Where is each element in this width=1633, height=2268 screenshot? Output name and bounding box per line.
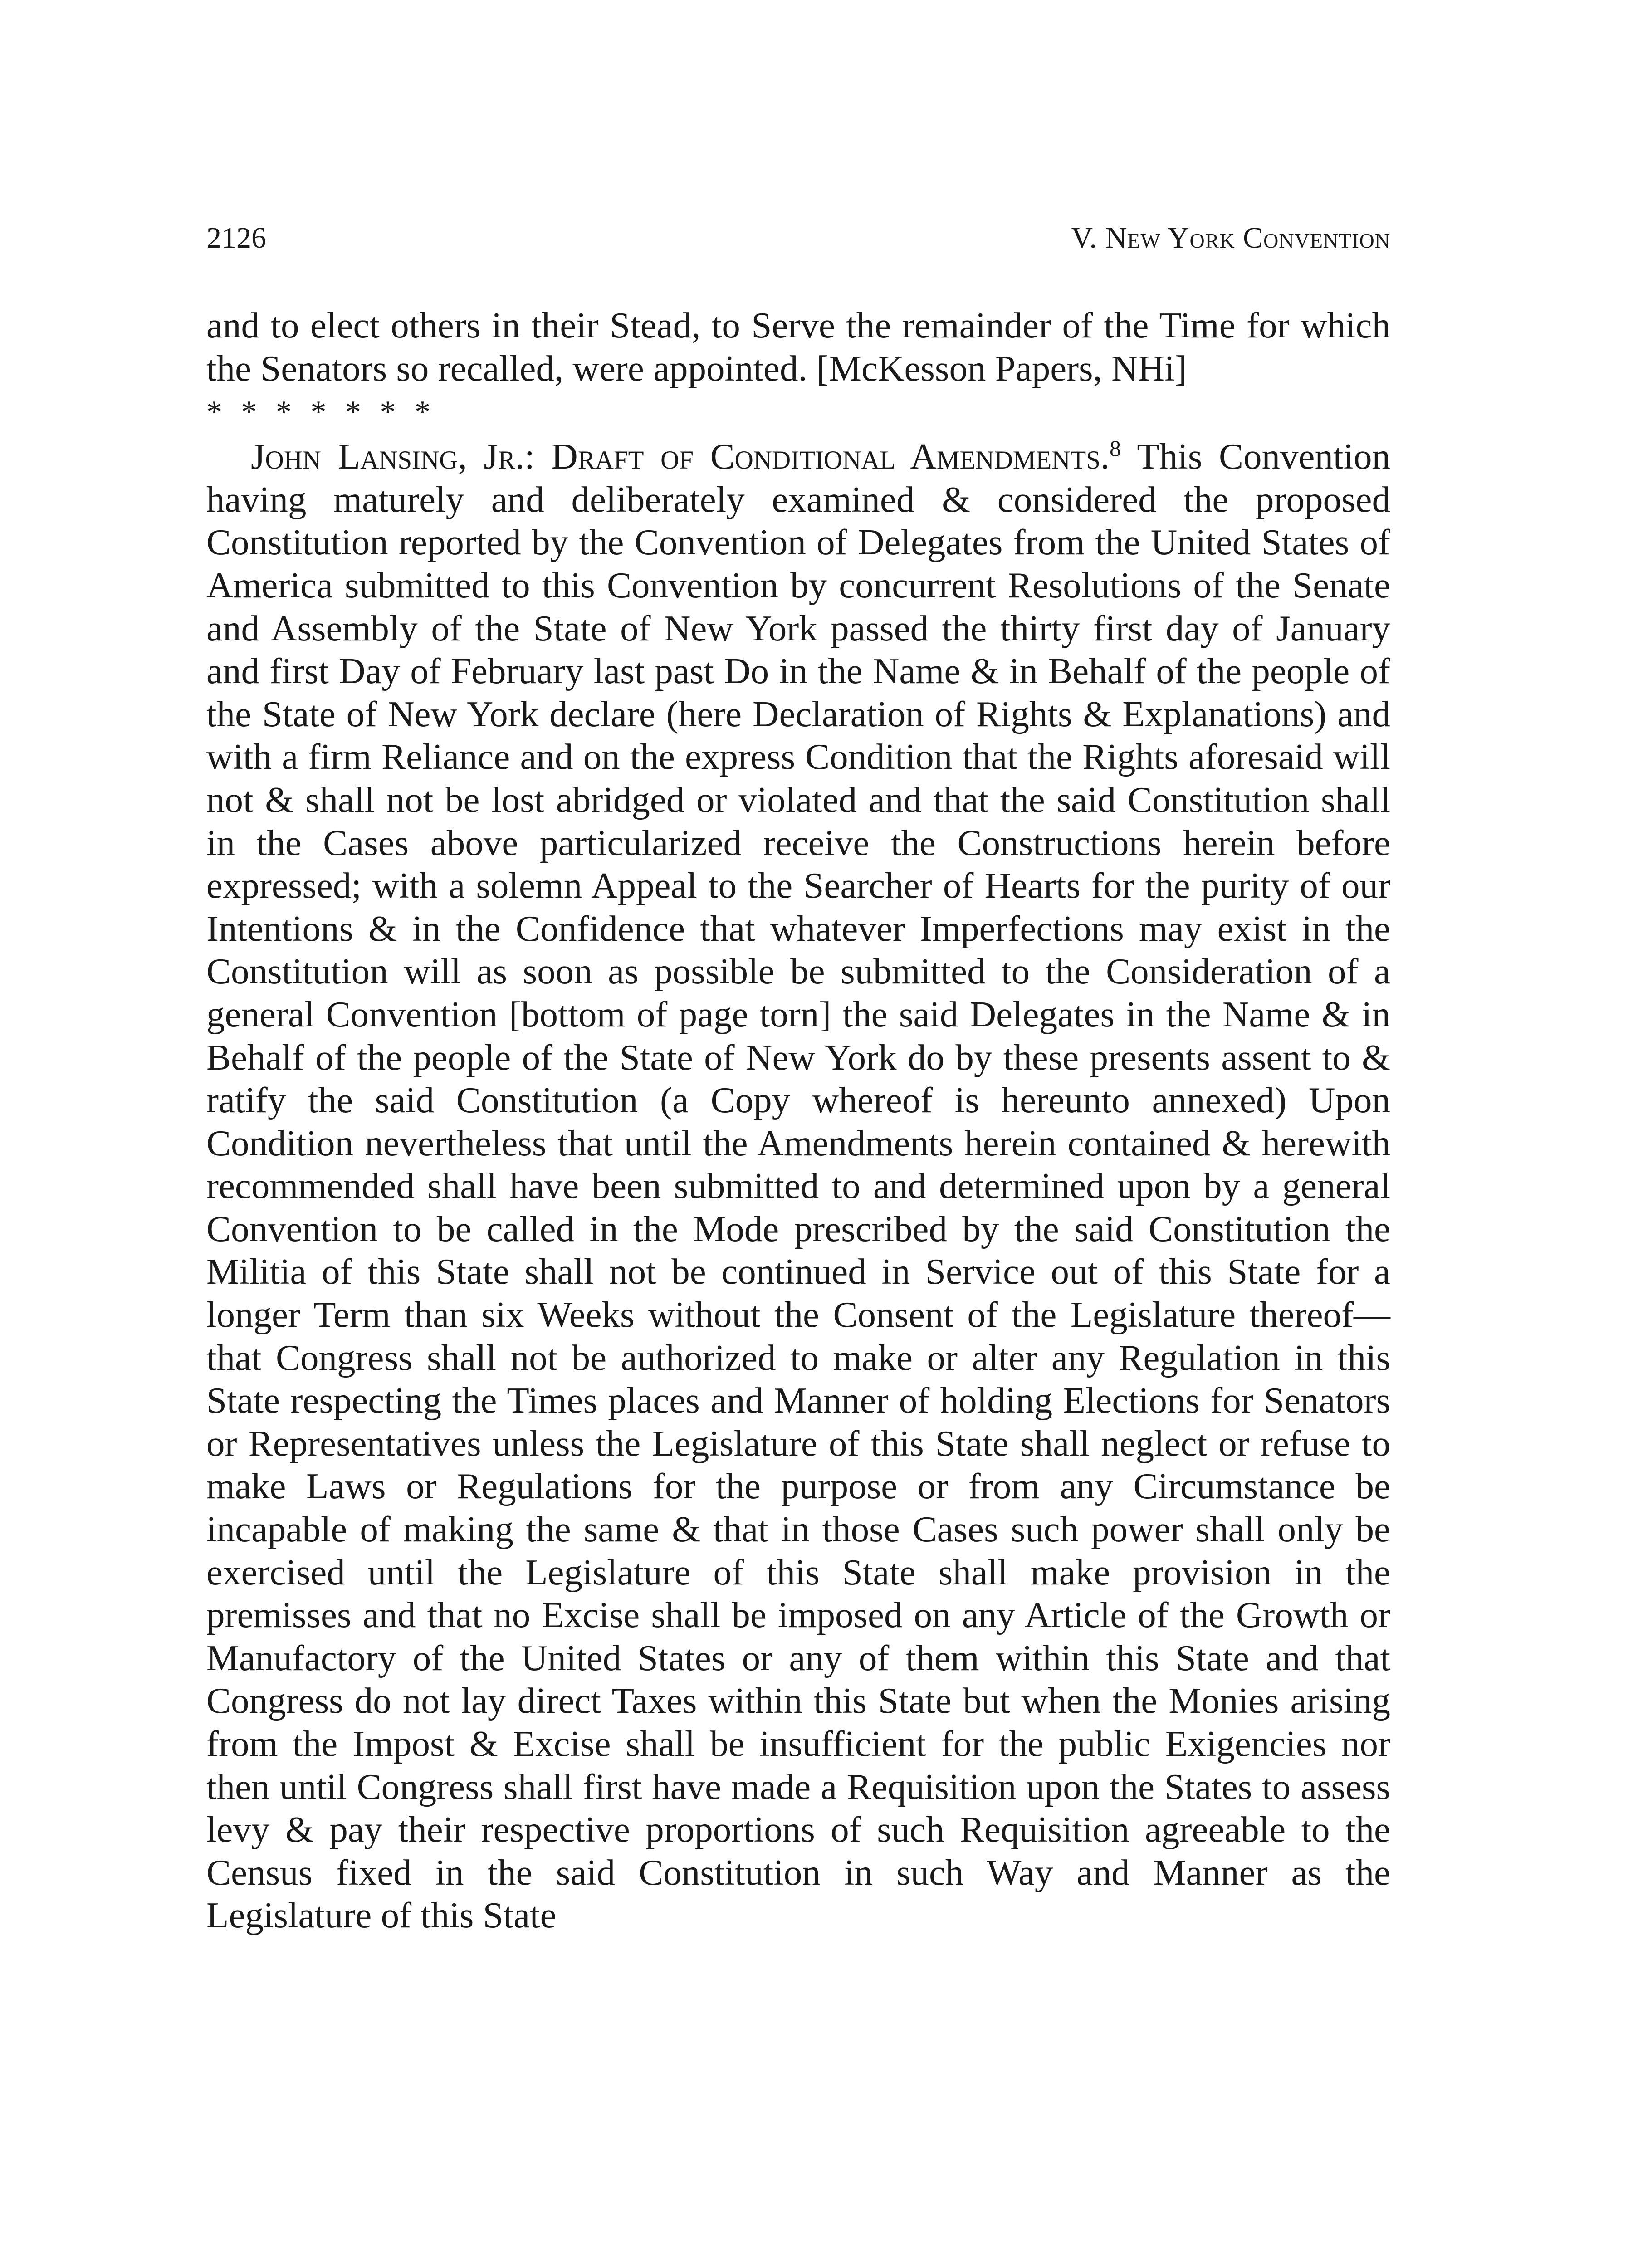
section-heading: John Lansing, Jr.: Draft of Conditional Amendments. — [251, 436, 1110, 477]
section-separator: * * * * * * * — [206, 395, 436, 430]
section-paragraph — [206, 435, 1390, 1937]
book-page — [206, 0, 1390, 2268]
intro-paragraph: and to elect others in their Stead, to Serve the remainder of the Time for which the Senators so recalled, were appointed. [McKesson Papers, NHi] — [206, 305, 1390, 389]
running-title: V. New York Convention — [1071, 221, 1390, 254]
section-body: This Convention having maturely and deliberately examined & considered the proposed Constitution reported by the Convention of Delegates from the United States of America submitted to this Convention by concurrent Resolutions of the Senate and Assembly of the State of New York passed the thirty first day of January and first Day of February last past Do in the Name & in Behalf of the people of the State of New York declare (here Declaration of Rights & Explanations) and with a firm Reliance and on the express Condition that the Rights aforesaid will not & shall not be lost abridged or violated and that the said Constitution shall in the Cases above particularized receive the Constructions herein before expressed; with a solemn Appeal to the Searcher of Hearts for the purity of our Intentions & in the Confidence that whatever Imperfections may exist in the Constitution will as soon as possible be submitted to the Consideration of a general Convention [bottom of page torn] the said Delegates in the Name & in Behalf of the people of the State of New York do by these presents assent to & ratify the said Constitution (a Copy whereof is hereunto annexed) Upon Condition nevertheless that until the Amendments herein contained & herewith recommended shall have been submitted to and determined upon by a general Convention to be called in the Mode prescribed by the said Constitution the Militia of this State shall not be continued in Service out of this State for a longer Term than six Weeks without the Consent of the Legislature thereof—that Congress shall not be authorized to make or alter any Regulation in this State respecting the Times places and Manner of holding Elections for Senators or Representatives unless the Legislature of this State shall neglect or refuse to make Laws or Regulations for the purpose or from any Circumstance be incapable of making the same & that in those Cases such power shall only be exercised until the Legislature of this State shall make provision in the premisses and that no Excise shall be imposed on any Article of the Growth or Manufactory of the United States or any of them within this State and that Congress do not lay direct Taxes within this State but when the Monies arising from the Impost & Excise shall be insufficient for the public Exigencies nor then until Congress shall first have made a Requisition upon the States to assess levy & pay their respective proportions of such Requisition agreeable to the Census fixed in the said Constitution in such Way and Manner as the Legislature of this State — [206, 436, 1390, 1936]
footnote-marker: 8 — [1110, 435, 1121, 461]
page-number: 2126 — [206, 221, 266, 254]
text-block — [206, 304, 1390, 1937]
running-head — [206, 213, 1390, 263]
